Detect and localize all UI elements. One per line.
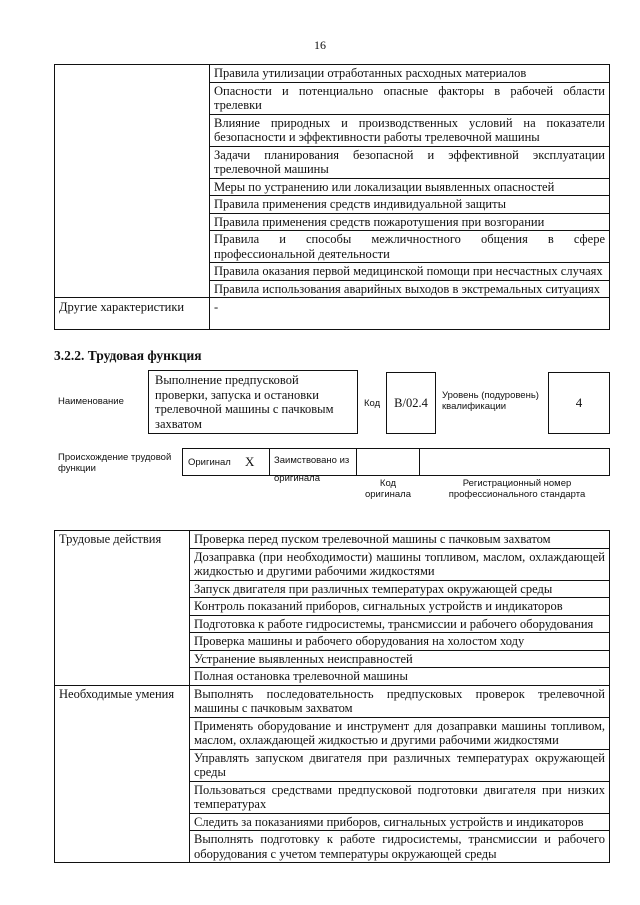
labor-action-item: Устранение выявленных неисправностей [190,650,610,668]
function-name-box: Выполнение предпусковой проверки, запуска и остановки трелевочной машины с пачковым захватом [148,370,358,434]
level-box: 4 [548,372,610,434]
labor-action-item: Проверка машины и рабочего оборудования на холостом ходу [190,633,610,651]
knowledge-item: Меры по устранению или локализации выявленных опасностей [210,178,610,196]
labor-actions-table [54,530,610,863]
origin-label: Происхождение трудовой функции [58,452,172,474]
code-original-caption: Код оригинала [364,478,411,500]
page-number: 16 [314,38,326,52]
skills-label: Необходимые умения [55,685,190,863]
code-original-box [356,448,420,476]
skill-item-row [55,685,610,717]
skill-item: Управлять запуском двигателя при различных температурах окружающей среды [190,749,610,781]
knowledge-item: Правила применения средств индивидуальной защиты [210,196,610,214]
labor-action-item: Контроль показаний приборов, сигнальных устройств и индикаторов [190,598,610,616]
knowledge-item-row [55,65,610,83]
labor-action-item: Подготовка к работе гидросистемы, трансмиссии и рабочего оборудования [190,615,610,633]
reg-number-box [419,448,610,476]
other-characteristics-label: Другие характеристики [55,298,210,330]
knowledge-item: Опасности и потенциально опасные факторы в рабочей области трелевки [210,82,610,114]
code-box: B/02.4 [386,372,436,434]
knowledge-item: Правила использования аварийных выходов в экстремальных ситуациях [210,280,610,298]
borrowed-label: Заимствовано из оригинала [274,455,350,484]
knowledge-label-cell [55,65,210,298]
knowledge-item: Влияние природных и производственных условий на показатели безопасности и эффективности работы трелевочной машины [210,114,610,146]
original-box [182,448,270,476]
knowledge-item: Правила утилизации отработанных расходных материалов [210,65,610,83]
labor-action-item-row [55,531,610,549]
level-label: Уровень (подуровень) квалификации [442,390,539,412]
skill-item: Выполнять подготовку к работе гидросистемы, трансмиссии и рабочего оборудования с учетом температуры окружающей среды [190,831,610,863]
labor-action-item: Запуск двигателя при различных температурах окружающей среды [190,580,610,598]
knowledge-item: Правила применения средств пожаротушения при возгорании [210,213,610,231]
original-label: Оригинал [188,457,231,468]
knowledge-item: Правила и способы межличностного общения в сфере профессиональной деятельности [210,231,610,263]
section-heading: 3.2.2. Трудовая функция [54,348,202,363]
other-characteristics-value: - [210,298,610,330]
skill-item: Выполнять последовательность предпусковых проверок трелевочной машины с пачковым захватом [190,685,610,717]
labor-action-item: Проверка перед пуском трелевочной машины с пачковым захватом [190,531,610,549]
labor-action-item: Полная остановка трелевочной машины [190,668,610,686]
name-label: Наименование [58,396,124,407]
labor-actions-label: Трудовые действия [55,531,190,686]
knowledge-continuation-table [54,64,610,330]
skill-item: Применять оборудование и инструмент для дозаправки машины топливом, маслом, охлаждающей жидкостью и другими рабочими жидкостями [190,717,610,749]
skill-item: Пользоваться средствами предпусковой подготовки двигателя при низких температурах [190,781,610,813]
code-label: Код [364,398,381,409]
labor-action-item: Дозаправка (при необходимости) машины топливом, маслом, охлаждающей жидкостью и другими рабочими жидкостями [190,548,610,580]
knowledge-item: Задачи планирования безопасной и эффективной эксплуатации трелевочной машины [210,146,610,178]
borrowed-box [269,448,357,484]
reg-number-caption: Регистрационный номер профессионального стандарта [448,478,586,500]
other-characteristics-row [55,298,610,330]
knowledge-item: Правила оказания первой медицинской помощи при несчастных случаях [210,263,610,281]
skill-item: Следить за показаниями приборов, сигнальных устройств и индикаторов [190,813,610,831]
original-mark: X [245,454,255,469]
